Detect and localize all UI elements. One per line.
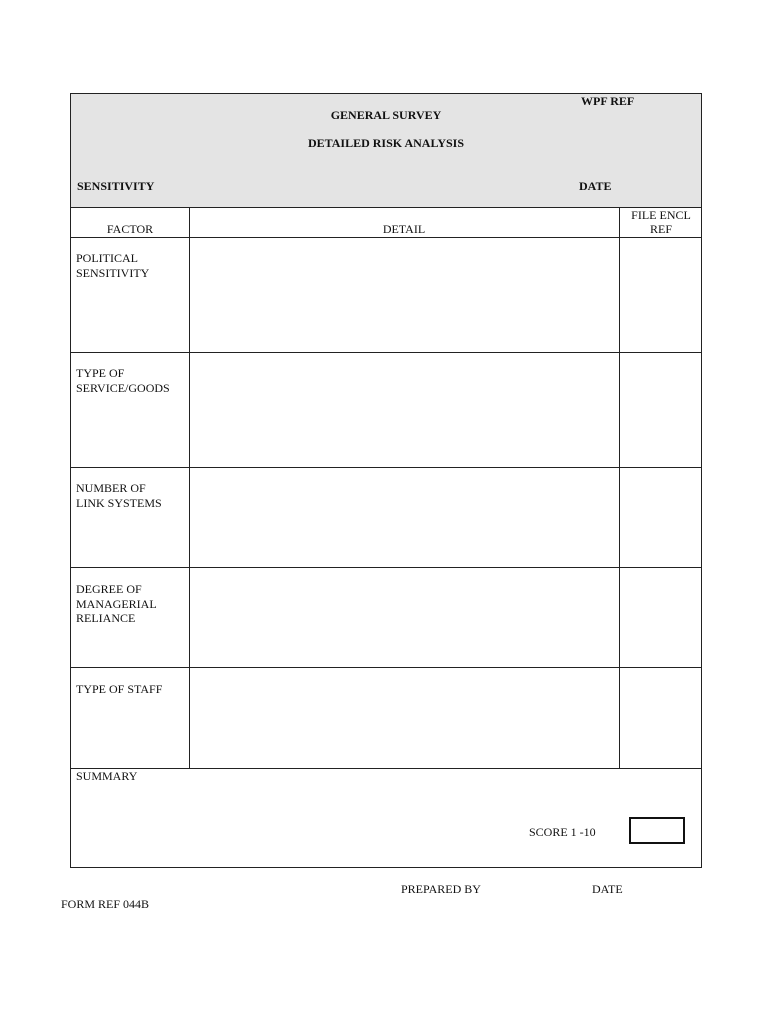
factor-type-of-service	[76, 366, 170, 395]
risk-analysis-form	[70, 93, 702, 868]
form-title: GENERAL SURVEY	[330, 108, 442, 122]
factor-number-of-link-systems	[76, 481, 162, 510]
factor-label-line: LINK SYSTEMS	[76, 495, 162, 510]
prepared-by-label: PREPARED BY	[401, 882, 481, 896]
factor-label-line: DEGREE OF	[76, 582, 142, 596]
column-divider	[619, 208, 620, 768]
row-divider	[71, 352, 701, 353]
wpf-ref-label: WPF REF	[581, 94, 635, 108]
factor-label-line: POLITICAL	[76, 251, 138, 265]
column-header-file-encl: FILE ENCL	[631, 208, 691, 222]
form-header	[71, 94, 701, 208]
sensitivity-label: SENSITIVITY	[77, 179, 155, 193]
score-label: SCORE 1 -10	[529, 825, 596, 839]
column-header-detail: DETAIL	[382, 222, 426, 236]
header-date-label: DATE	[579, 179, 612, 193]
column-header-file-encl-ref	[619, 208, 703, 236]
column-header-factor: FACTOR	[106, 222, 154, 236]
summary-label: SUMMARY	[76, 769, 138, 783]
factor-label-line: NUMBER OF	[76, 481, 146, 495]
row-divider	[71, 567, 701, 568]
factor-political-sensitivity	[76, 251, 149, 280]
column-divider	[189, 208, 190, 768]
factor-label-line: RELIANCE	[76, 611, 136, 625]
form-ref-label: FORM REF 044B	[61, 897, 150, 911]
row-divider	[71, 467, 701, 468]
factor-label-line: TYPE OF	[76, 366, 125, 380]
factor-label-line: SENSITIVITY	[76, 265, 150, 280]
form-subtitle: DETAILED RISK ANALYSIS	[307, 136, 465, 150]
row-divider	[71, 667, 701, 668]
factor-managerial-reliance	[76, 582, 157, 626]
row-divider	[71, 237, 701, 238]
factor-label-line: MANAGERIAL	[76, 596, 157, 611]
footer-date-label: DATE	[592, 882, 623, 896]
score-input-box[interactable]	[629, 817, 685, 844]
factor-label-line: SERVICE/GOODS	[76, 380, 170, 395]
row-divider	[71, 768, 701, 769]
column-header-ref: REF	[649, 222, 672, 236]
factor-label-line: TYPE OF STAFF	[76, 682, 163, 696]
factor-type-of-staff	[76, 682, 162, 697]
